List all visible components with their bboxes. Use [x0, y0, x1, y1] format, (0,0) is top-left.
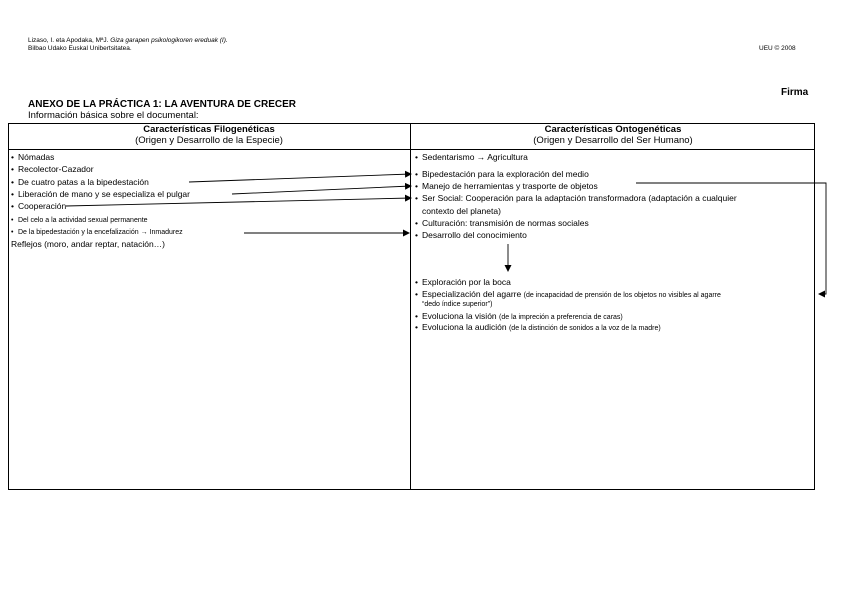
- right-item: • Ser Social: Cooperación para la adaptación transformadora (adaptación a cualquier: [415, 193, 737, 203]
- right-item: • Manejo de herramientas y trasporte de objetos: [415, 181, 598, 191]
- right-heading: Características Ontogenéticas: [544, 124, 682, 135]
- left-reflejos: Reflejos (moro, andar reptar, natación…): [11, 239, 166, 249]
- left-subheading: (Origen y Desarrollo de la Especie): [135, 135, 283, 146]
- right-item: • Especialización del agarre (de incapacidad de prensión de los objetos no visibles al agarre: [415, 289, 721, 299]
- arrow-cooperacion: [66, 198, 411, 206]
- right-item: • Desarrollo del conocimiento: [415, 230, 527, 240]
- left-item: • Del celo a la actividad sexual permanente: [11, 217, 148, 224]
- right-item: • Evoluciona la audición (de la distinción de sonidos a la voz de la madre): [415, 322, 661, 332]
- right-item-continuation: “dedo índice superior”): [422, 301, 493, 308]
- header-book-title: Giza garapen psikologikoren ereduak (I).: [110, 37, 228, 44]
- arrow-bipedestacion: [189, 174, 411, 182]
- header-publisher: Bilbao Udako Euskal Unibertsitatea.: [28, 45, 132, 52]
- left-item: • Cooperación: [11, 201, 67, 211]
- left-item: • De la bipedestación y la encefalización → Inmadurez: [11, 229, 183, 236]
- left-item: • Recolector-Cazador: [11, 164, 94, 174]
- arrow-liberacion-mano: [232, 186, 411, 194]
- right-item: • Bipedestación para la exploración del medio: [415, 169, 589, 179]
- header-copyright: UEU © 2008: [759, 45, 796, 52]
- right-subheading: (Origen y Desarrollo del Ser Humano): [533, 135, 693, 146]
- arrow-herramientas-agarre: [636, 183, 826, 294]
- annex-subtitle: Información básica sobre el documental:: [28, 110, 199, 121]
- left-item: • De cuatro patas a la bipedestación: [11, 177, 149, 187]
- right-item-continuation: contexto del planeta): [422, 206, 501, 216]
- right-item: • Culturación: transmisión de normas sociales: [415, 218, 589, 228]
- right-item: • Sedentarismo → Agricultura: [415, 152, 528, 162]
- annex-title: ANEXO DE LA PRÁCTICA 1: LA AVENTURA DE CRECER: [28, 99, 296, 110]
- left-item: • Liberación de mano y se especializa el pulgar: [11, 189, 190, 199]
- header-authors: Lizaso, I. eta Apodaka, MªJ.: [28, 37, 109, 44]
- firma-label: Firma: [781, 87, 809, 98]
- right-item: • Evoluciona la visión (de la impreción a preferencia de caras): [415, 311, 623, 321]
- left-item: • Nómadas: [11, 152, 55, 162]
- left-heading: Características Filogenéticas: [143, 124, 275, 135]
- right-item: • Exploración por la boca: [415, 277, 511, 287]
